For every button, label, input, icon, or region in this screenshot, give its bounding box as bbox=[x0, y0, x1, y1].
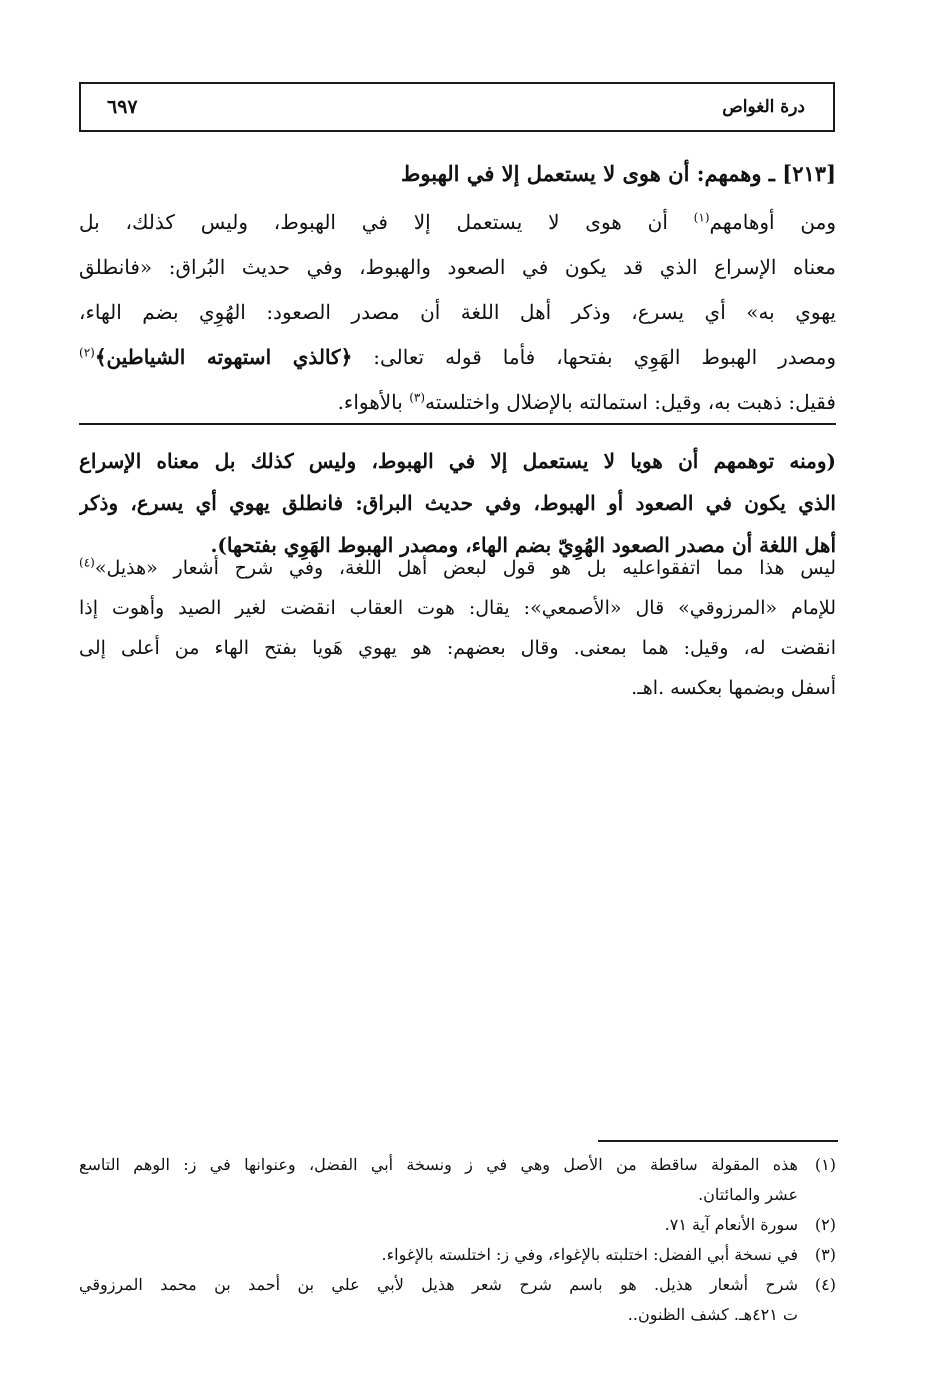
page-number: ٦٩٧ bbox=[107, 96, 138, 118]
main-paragraph bbox=[79, 200, 836, 425]
footnote-line: في نسخة أبي الفضل: اختلبته بالإغواء، وفي ز: اختلسته بالإغواء. bbox=[381, 1245, 798, 1264]
footnote-number: (٤) bbox=[814, 1275, 836, 1294]
footnote-line: عشر والمائتان. bbox=[698, 1185, 798, 1204]
quran-verse: ﴿كالذي استهوته الشياطين﴾ bbox=[94, 345, 353, 369]
footnote-ref-2: (٢) bbox=[79, 345, 95, 360]
main-line-1 bbox=[79, 200, 836, 245]
commentary-line-2: للإمام «المرزوقي» قال «الأصمعي»: يقال: هوت العقاب انقضت لغير الصيد وأهوت إذا bbox=[79, 597, 836, 619]
quote-line-3: أهل اللغة أن مصدر الصعود الهُوِيّ بضم الهاء، ومصدر الهبوط الهَوِي بفتحها). bbox=[210, 533, 836, 557]
quote-line-1: (ومنه توهمهم أن هويا لا يستعمل إلا في الهبوط، وليس كذلك بل معناه الإسراع bbox=[79, 449, 836, 473]
main-line-5 bbox=[79, 380, 836, 425]
footnote-number: (١) bbox=[814, 1155, 836, 1174]
commentary-line-4: أسفل وبضمها بعكسه .اهـ. bbox=[631, 677, 836, 699]
running-header bbox=[79, 82, 835, 132]
footnote-number: (٣) bbox=[814, 1245, 836, 1264]
footnote-4 bbox=[79, 1270, 836, 1330]
footnotes bbox=[79, 1150, 836, 1330]
quote-line-2: الذي يكون في الصعود أو الهبوط، وفي حديث البراق: فانطلق يهوي أي يسرع، وذكر bbox=[79, 491, 836, 515]
main-line-4 bbox=[79, 335, 836, 380]
footnote-ref-1: (١) bbox=[693, 210, 710, 225]
footnote-ref-4: (٤) bbox=[79, 555, 95, 570]
footnote-line: شرح أشعار هذيل. هو باسم شرح شعر هذيل لأبي علي بن أحمد بن محمد المرزوقي bbox=[79, 1275, 798, 1294]
main-line-1-text-b: أن هوى لا يستعمل إلا في الهبوط، وليس كذلك، بل bbox=[79, 210, 694, 234]
footnote-text bbox=[79, 1240, 798, 1270]
main-line-5-text-b: بالأهواء. bbox=[337, 390, 410, 414]
footnote-1 bbox=[79, 1150, 836, 1210]
footnote-number: (٢) bbox=[814, 1215, 836, 1234]
commentary-line-3: انقضت له، وقيل: هما بمعنى. وقال بعضهم: هو يهوي هَويا بفتح الهاء من أعلى إلى bbox=[79, 637, 836, 659]
footnote-line: ت ٤٢١هـ. كشف الظنون.. bbox=[627, 1305, 798, 1324]
footnote-text bbox=[79, 1270, 798, 1330]
footnote-line: سورة الأنعام آية ٧١. bbox=[664, 1215, 798, 1234]
commentary-line-1 bbox=[79, 548, 836, 588]
footnote-line: هذه المقولة ساقطة من الأصل وهي في ز ونسخة أبي الفضل، وعنوانها في ز: الوهم التاسع bbox=[79, 1155, 798, 1174]
main-line-1-text-a: ومن أوهامهم bbox=[709, 210, 836, 234]
footnote-text bbox=[79, 1210, 798, 1240]
footnote-2 bbox=[79, 1210, 836, 1240]
footnote-rule bbox=[598, 1140, 838, 1142]
footnote-text bbox=[79, 1150, 798, 1210]
commentary-line-1-text: ليس هذا مما اتفقواعليه بل هو قول لبعض أهل اللغة، وفي شرح أشعار «هذيل» bbox=[94, 557, 836, 579]
footnote-3 bbox=[79, 1240, 836, 1270]
footnote-ref-3: (٣) bbox=[409, 390, 426, 405]
commentary-paragraph bbox=[79, 548, 836, 708]
main-line-4-text: ومصدر الهبوط الهَوِي بفتحها، فأما قوله تعالى: bbox=[352, 345, 836, 369]
book-title: درة الغواص bbox=[722, 97, 805, 117]
main-line-5-text-a: فقيل: ذهبت به، وقيل: استمالته بالإضلال واختلسته bbox=[425, 390, 836, 414]
main-line-3: يهوي به» أي يسرع، وذكر أهل اللغة أن مصدر الصعود: الهُوِي بضم الهاء، bbox=[79, 300, 836, 324]
section-divider bbox=[79, 423, 836, 425]
section-heading: [٢١٣] ـ وهمهم: أن هوى لا يستعمل إلا في الهبوط bbox=[401, 161, 836, 186]
main-line-2: معناه الإسراع الذي قد يكون في الصعود والهبوط، وفي حديث البُراق: «فانطلق bbox=[79, 255, 836, 279]
